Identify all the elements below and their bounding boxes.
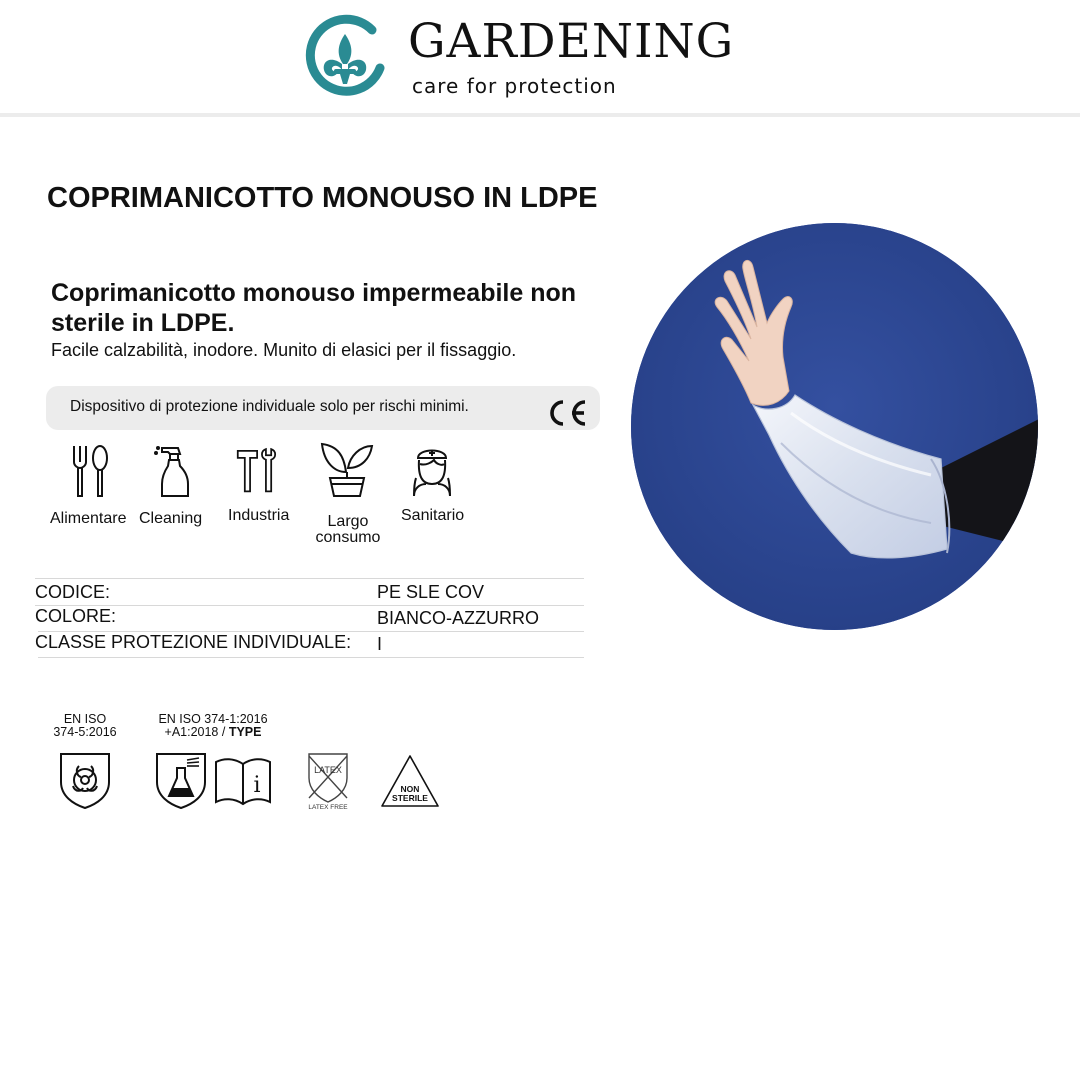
use-label-cleaning: Cleaning [139, 510, 203, 527]
table-divider [38, 657, 584, 658]
protection-notice-box [46, 386, 600, 430]
biohazard-caption [50, 713, 120, 739]
product-title: COPRIMANICOTTO MONOUSO IN LDPE [47, 182, 598, 214]
protection-notice-text: Dispositivo di protezione individuale solo per rischi minimi. [70, 398, 469, 415]
table-row [35, 580, 584, 606]
caption-line: EN ISO [63, 712, 107, 726]
header-divider [0, 113, 1080, 117]
latex-free-label: LATEX FREE [308, 804, 348, 811]
spec-value-colore: BIANCO-AZZURRO [377, 608, 539, 628]
use-label-alimentare: Alimentare [50, 510, 127, 527]
spec-label-codice: CODICE: [35, 582, 111, 602]
brand-tagline: care for protection [412, 74, 617, 98]
latex-icon-text: LATEX [314, 765, 342, 775]
chemical-caption [150, 713, 276, 739]
nurse-icon [410, 444, 454, 500]
spec-value-codice: PE SLE COV [377, 582, 485, 602]
caption-line: EN ISO 374-1:2016 [158, 712, 268, 726]
caption-bold-text: TYPE [228, 725, 262, 739]
biohazard-shield-icon [59, 752, 111, 810]
table-row [35, 632, 584, 658]
svg-text:i: i [253, 773, 261, 798]
hammer-wrench-icon [236, 444, 280, 500]
product-photo [631, 223, 1038, 630]
brand-name: GARDENING [408, 14, 735, 69]
spec-value-classe: I [377, 634, 383, 654]
spec-label-classe: CLASSE PROTEZIONE INDIVIDUALE: [35, 632, 352, 652]
product-headline: Coprimanicotto monouso impermeabile non sterile in LDPE. [51, 279, 577, 337]
use-label-largo-consumo: Largo consumo [315, 513, 381, 546]
use-label-industria: Industria [228, 507, 290, 524]
spray-bottle-icon [152, 444, 196, 500]
potted-plant-icon [320, 442, 374, 498]
instructions-book-icon [214, 756, 272, 806]
table-divider [35, 578, 584, 579]
arm-sleeve-photo [631, 223, 1038, 630]
cutlery-icon [68, 444, 112, 500]
non-sterile-triangle-icon [379, 753, 441, 809]
spec-label-colore: COLORE: [35, 606, 117, 626]
non-sterile-line1: NON [400, 784, 420, 794]
use-label-sanitario: Sanitario [401, 507, 465, 524]
fleur-de-lis-logo-icon [302, 12, 388, 104]
caption-line: 374-5:2016 [53, 725, 117, 739]
non-sterile-line2: STERILE [392, 793, 428, 803]
chemical-flask-shield-icon [155, 752, 207, 810]
table-row [35, 606, 584, 632]
caption-line [150, 726, 276, 739]
product-description: Facile calzabilità, inodore. Munito di elasici per il fissaggio. [51, 340, 517, 360]
caption-text: +A1:2018 / [164, 725, 229, 739]
ce-mark-icon [544, 398, 588, 428]
latex-free-icon [303, 752, 353, 812]
